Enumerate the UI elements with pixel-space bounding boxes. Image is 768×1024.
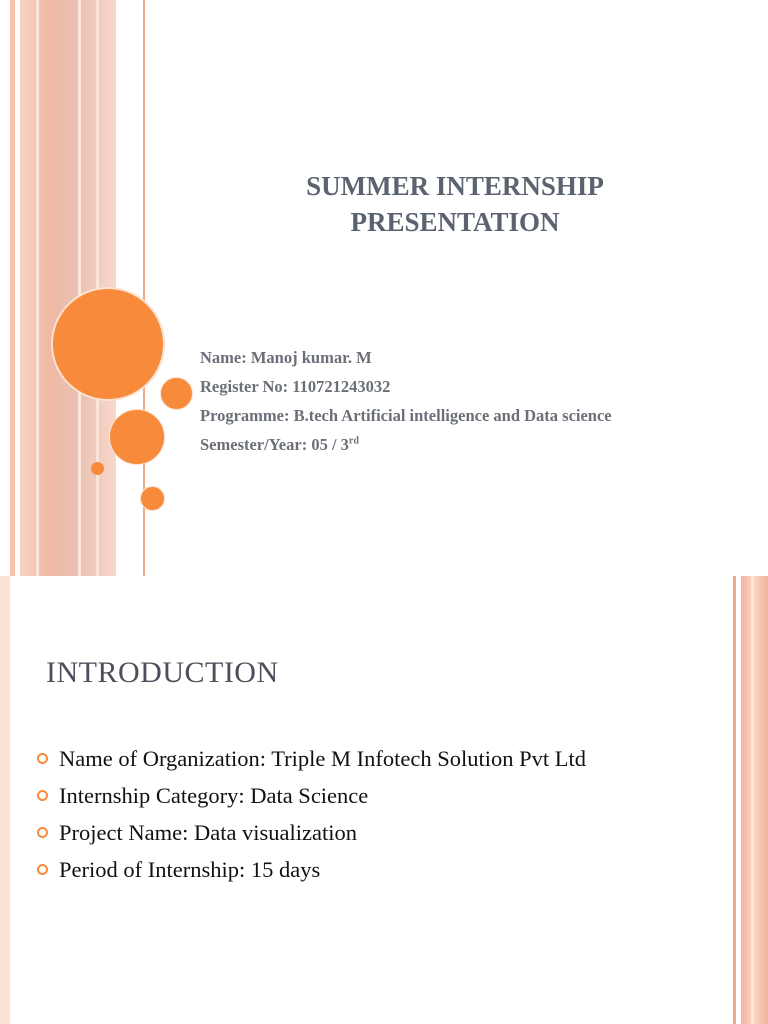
bullet-circle-icon [37, 753, 48, 764]
list-item-text: Internship Category: Data Science [59, 783, 369, 808]
list-item [36, 851, 586, 888]
decorative-circle [140, 486, 165, 511]
list-item-text: Project Name: Data visualization [59, 820, 358, 845]
register-number: Register No: 110721243032 [200, 377, 391, 396]
decorative-stripe [751, 576, 754, 1024]
introduction-slide [0, 576, 768, 1024]
list-item [36, 814, 586, 851]
decorative-circle [160, 377, 193, 410]
title-line: PRESENTATION [350, 207, 560, 237]
decorative-circle [91, 462, 104, 475]
decorative-stripe [733, 576, 736, 1024]
list-item [36, 777, 586, 814]
programme: Programme: B.tech Artificial intelligence and Data science [200, 406, 612, 425]
decorative-circle [109, 409, 165, 465]
decorative-stripe [36, 0, 39, 576]
slide-title [230, 168, 680, 240]
student-name: Name: Manoj kumar. M [200, 348, 372, 367]
bullet-list [36, 740, 586, 888]
semester-superscript: rd [348, 435, 359, 447]
decorative-stripe [10, 0, 15, 576]
list-item-text: Name of Organization: Triple M Infotech Solution Pvt Ltd [59, 746, 587, 771]
slide-heading: INTRODUCTION [46, 656, 279, 689]
semester-year [200, 430, 740, 459]
semester-text: Semester/Year: 05 / 3 [200, 435, 349, 454]
list-item-text: Period of Internship: 15 days [59, 857, 321, 882]
decorative-stripe [741, 576, 768, 1024]
bullet-circle-icon [37, 827, 48, 838]
title-line: SUMMER INTERNSHIP [306, 171, 604, 201]
list-item [36, 740, 586, 777]
decorative-stripe [0, 576, 10, 1024]
bullet-circle-icon [37, 790, 48, 801]
student-details [200, 343, 740, 459]
decorative-stripe [78, 0, 81, 576]
decorative-circle [51, 287, 165, 401]
bullet-circle-icon [37, 864, 48, 875]
